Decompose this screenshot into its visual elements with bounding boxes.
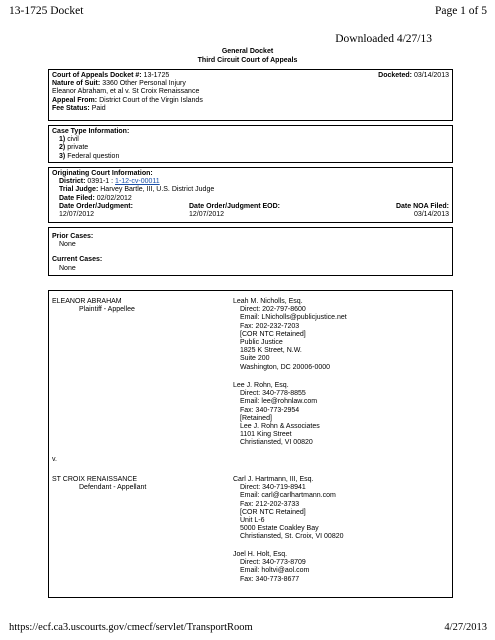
case-caption: Eleanor Abraham, et al v. St Croix Renaissance — [52, 88, 200, 96]
docketed-date: 03/14/2013 — [413, 72, 449, 79]
originating-court-box — [48, 167, 453, 223]
case-type-heading: Case Type Information: — [52, 128, 130, 135]
trial-judge-label: Trial Judge: — [59, 186, 99, 194]
case-type-item: 1) civil — [59, 136, 79, 144]
current-cases-value: None — [59, 264, 76, 272]
print-footer-date: 4/27/2013 — [444, 622, 487, 633]
related-cases-box — [48, 227, 453, 276]
plaintiff-attorney: Leah M. Nicholls, Esq. Direct: 202-797-8600 Email: LNicholls@publicjustice.net Fax: 202-232-7203 [COR NTC Retained] Public Justice 1825 K Street, N.W. Suite 200 Washington, DC 20006-0000 — [233, 298, 347, 371]
case-type-item: 3) Federal question — [59, 152, 120, 160]
eod-date-label: Date Order/Judgment EOD: — [189, 202, 281, 210]
date-filed-label: Date Filed: — [59, 194, 95, 202]
prior-cases-label: Prior Cases: — [52, 233, 94, 240]
nature-of-suit: 3360 Other Personal Injury — [102, 80, 186, 88]
district-case-link[interactable]: 1-12-cv-00011 — [115, 178, 160, 186]
defendant-role: Defendant - Appellant — [79, 484, 147, 492]
docket-number: 13-1725 — [143, 72, 170, 79]
nature-of-suit-label: Nature of Suit: — [52, 80, 101, 88]
case-type-box — [48, 125, 453, 163]
current-cases-label: Current Cases: — [52, 256, 103, 264]
plaintiff-name: ELEANOR ABRAHAM — [52, 298, 122, 305]
print-footer-url: https://ecf.ca3.uscourts.gov/cmecf/servlet/TransportRoom — [9, 622, 253, 633]
defendant-name: ST CROIX RENAISSANCE — [52, 476, 138, 483]
docketed-label: Docketed: — [378, 72, 412, 79]
date-filed: 02/02/2012 — [96, 194, 132, 202]
fee-status-label: Fee Status: — [52, 104, 90, 112]
docket-number-label: Court of Appeals Docket #: — [52, 72, 142, 79]
eod-date: 12/07/2012 — [189, 211, 225, 219]
plaintiff-attorney: Lee J. Rohn, Esq. Direct: 340-778-8855 Email: lee@rohnlaw.com Fax: 340-773-2954 [Retained] Lee J. Rohn & Associates 1101 King Street Christiansted, VI 00820 — [233, 382, 320, 447]
case-type-item: 2) private — [59, 144, 89, 152]
appeal-from-label: Appeal From: — [52, 96, 98, 104]
parties-box — [48, 290, 453, 598]
defendant-attorney: Joel H. Holt, Esq. Direct: 340-773-8709 Email: holtvi@aol.com Fax: 340-773-8677 — [233, 551, 310, 583]
noa-date: 03/14/2013 — [413, 211, 449, 219]
versus-label: v. — [52, 456, 57, 463]
court-title: Third Circuit Court of Appeals — [197, 57, 298, 64]
print-header-page: Page 1 of 5 — [434, 5, 487, 17]
prior-cases-value: None — [59, 241, 76, 249]
district-code: 0391-1 : — [87, 178, 114, 186]
order-date: 12/07/2012 — [59, 211, 95, 219]
print-header-title: 13-1725 Docket — [9, 5, 84, 17]
docket-title: General Docket — [221, 48, 274, 55]
order-date-label: Date Order/Judgment: — [59, 202, 133, 210]
district-label: District: — [59, 178, 86, 186]
noa-date-label: Date NOA Filed: — [395, 202, 449, 210]
trial-judge: Harvey Bartle, III, U.S. District Judge — [100, 186, 215, 194]
originating-heading: Originating Court Information: — [52, 170, 153, 177]
plaintiff-role: Plaintiff - Appellee — [79, 306, 135, 314]
defendant-attorney: Carl J. Hartmann, III, Esq. Direct: 340-719-8941 Email: carl@carlhartmann.com Fax: 212-202-3733 [COR NTC Retained] Unit L-6 5000 Estate Coakley Bay Christiansted, St. Croix, VI 00820 — [233, 476, 344, 541]
appeal-from: District Court of the Virgin Islands — [99, 96, 203, 104]
downloaded-stamp: Downloaded 4/27/13 — [335, 33, 432, 45]
case-info-box — [48, 69, 453, 121]
fee-status: Paid — [91, 104, 106, 112]
